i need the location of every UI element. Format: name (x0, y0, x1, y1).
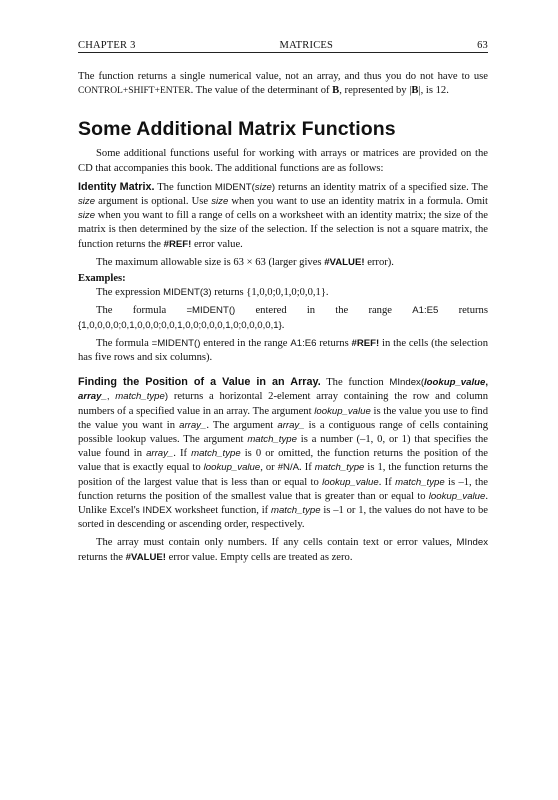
examples-label: Examples: (78, 273, 126, 285)
max-size-paragraph: The maximum allowable size is 63 × 63 (larger gives #VALUE! error). (96, 256, 394, 268)
running-header (78, 40, 488, 53)
section-heading: Some Additional Matrix Functions (78, 118, 396, 141)
example-3: The formula =MIDENT() entered in the range A1:E6 returns #REF! in the cells (the selection has five rows and six columns). (78, 337, 488, 364)
chapter-label: CHAPTER 3 (78, 40, 136, 51)
example-2: The formula =MIDENT() entered in the range A1:E5 returns {1,0,0,0,0;0,1,0,0,0;0,0,1,0,0;0,0,0,1,0;0,0,0,0,1}. (78, 305, 488, 331)
identity-matrix-heading: Identity Matrix. (78, 180, 155, 193)
section-intro-paragraph: Some additional functions useful for working with arrays or matrices are provided on the CD that accompanies this book. The additional functions are as follows: (78, 148, 488, 174)
position-paragraph: Finding the Position of a Value in an Array. The function MIndex(lookup_value, array_, match_type) returns a horizontal 2-element array containing the row and column numbers of a specified value in an array. The argument lookup_value is the value you use to find the value you want in array_. The argument array_ is a contiguous range of cells containing possible lookup values. The argument match_type is a number (–1, 0, or 1) that specifies the value found in array_. If match_type is 0 or omitted, the function returns the position of the value that is exactly equal to lookup_value, or #N/A. If match_type is 1, the function returns the position of the largest value that is less than or equal to lookup_value. If match_type is –1, the function returns the position of the smallest value that is greater than or equal to lookup_value. Unlike Excel's INDEX worksheet function, if match_type is –1 or 1, the values do not have to be sorted in descending or ascending order, respectively. (78, 376, 488, 531)
example-1: The expression MIDENT(3) returns {1,0,0;0,1,0;0,0,1}. (96, 287, 329, 299)
key-combo: CONTROL+SHIFT+ENTER (78, 86, 191, 97)
chapter-title: MATRICES (279, 40, 334, 51)
array-requirements-paragraph: The array must contain only numbers. If any cells contain text or error values, MIndex returns the #VALUE! error value. Empty cells are treated as zero. (78, 537, 488, 563)
page-content (78, 40, 488, 565)
identity-matrix-paragraph: Identity Matrix. The function MIDENT(size) returns an identity matrix of a specified size. The size argument is optional. Use size when you want to use an identity matrix in a formula. Omit size when you want to fill a range of cells on a worksheet with an identity matrix; the size of the matrix is then determined by the size of the selection. If the selection is not a square matrix, the function returns the #REF! error value. (78, 180, 489, 250)
page-number: 63 (477, 40, 488, 51)
position-heading: Finding the Position of a Value in an Array. (78, 376, 321, 389)
intro-paragraph: The function returns a single numerical value, not an array, and thus you do not have to use CONTROL+SHIFT+ENTER. The value of the determinant of B, represented by |B|, is 12. (78, 71, 488, 97)
